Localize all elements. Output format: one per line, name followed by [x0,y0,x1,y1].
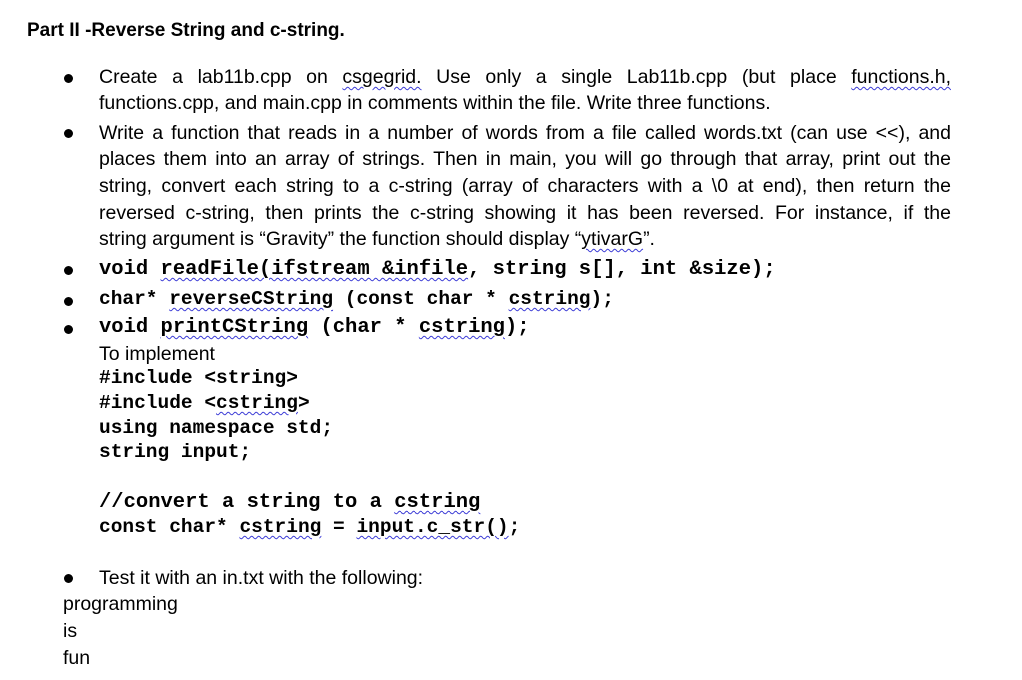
code-comment [99,490,480,515]
bullet2-line2: places them into an array of strings. Then in main, you will go through that array, print out the [99,148,951,170]
spellcheck-word: reverseCString [169,288,334,310]
bullet-dot [64,325,73,334]
code-span: ); [504,316,530,339]
bullet1-line1 [99,64,951,90]
code-using: using namespace std; [99,417,334,439]
test-word: programming [63,593,178,615]
spellcheck-word: functions.h, [851,66,951,88]
spellcheck-word: input.c_str() [356,516,509,538]
code-span: void [99,258,161,281]
code-span: = [321,516,357,538]
code-span: (char * [308,316,419,339]
bullet-dot [64,297,73,306]
bullet2-line3: string, convert each string to a c-string (array of characters with a \0 at end), then return the [99,175,951,197]
bullet2-line1: Write a function that reads in a number of words from a file called words.txt (can use <<), and [99,122,951,144]
code-convert [99,515,520,540]
bullet-dot [64,129,73,138]
code-span: (const char * [333,288,509,310]
bullet1-line2: functions.cpp, and main.cpp in comments within the file. Write three functions. [99,92,771,114]
spellcheck-word: cstring [508,288,591,310]
page-title: Part II -Reverse String and c-string. [27,20,345,41]
bullet-dot [64,266,73,275]
code-span: #include < [99,392,217,414]
code-include-string: #include <string> [99,367,298,389]
implement-label: To implement [99,343,215,365]
text-span: ”. [643,228,655,250]
code-span: const char* [99,516,240,538]
code-span: char* [99,288,170,310]
test-label: Test it with an in.txt with the following: [99,567,424,589]
text-span: Use only a single Lab11b.cpp (but place [421,66,852,88]
code-reverse [99,287,614,312]
bullet-dot [64,74,73,83]
test-word: is [63,620,78,642]
code-span: > [297,392,310,414]
code-decl: string input; [99,441,252,463]
spellcheck-word: cstring [418,316,505,339]
code-include-cstring [99,391,310,416]
code-span: //convert a string to a [99,491,395,514]
bullet2-line5 [99,226,655,252]
spellcheck-word: cstring [216,392,298,414]
spellcheck-word: readFile(ifstream &infile [160,258,469,281]
code-span: void [99,316,161,339]
spellcheck-word: cstring [394,491,481,514]
test-word: fun [63,647,91,669]
text-span: Create a lab11b.cpp on [99,66,343,88]
code-span: , string s[], int &size); [468,258,776,281]
spellcheck-word: printCString [160,316,309,339]
text-span: string argument is “Gravity” the function should display “ [99,228,582,250]
bullet2-line4: reversed c-string, then prints the c-string showing it has been reversed. For instance, if the [99,202,951,224]
code-readfile [99,257,776,282]
code-span: ); [590,288,614,310]
code-print [99,315,530,340]
spellcheck-word: csgegrid. [342,66,422,88]
bullet-dot [64,574,73,583]
code-span: ; [508,516,521,538]
spellcheck-word: cstring [239,516,322,538]
spellcheck-word: ytivarG [581,228,644,250]
